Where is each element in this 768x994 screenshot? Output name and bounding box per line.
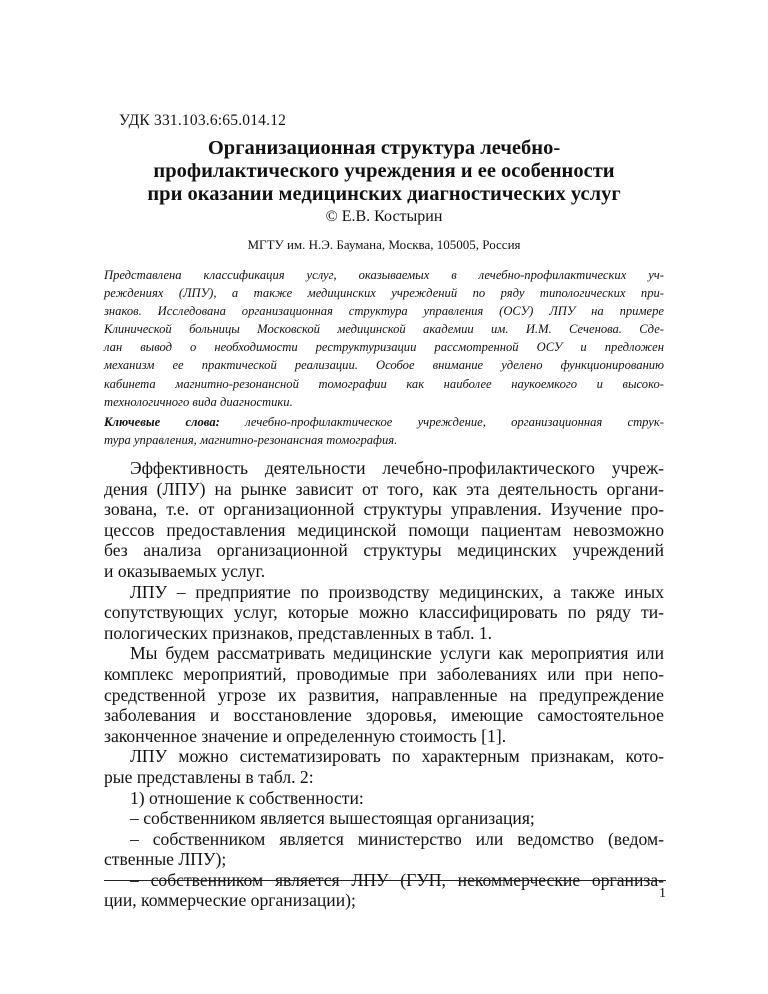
body-line: зована, т.е. от организационной структуры управления. Изучение про- xyxy=(104,499,664,520)
body-line: дения (ЛПУ) на рынке зависит от того, как эта деятельность органи- xyxy=(104,478,664,499)
body-line: средственной угрозе их развития, направленные на предупреждение xyxy=(104,684,664,705)
abstract-line: знаков. Исследована организационная структура управления (ОСУ) ЛПУ на примере xyxy=(104,304,664,319)
body-line: законченное значение и определенную стоимость [1]. xyxy=(104,725,507,746)
title-line: Организационная структура лечебно- xyxy=(207,137,561,159)
keywords-text: лечебно-профилактическое учреждение, организационная струк- xyxy=(245,415,664,429)
body-line: 1) отношение к собственности: xyxy=(130,787,364,808)
body-line: цессов предоставления медицинской помощи пациентам невозможно xyxy=(104,519,664,540)
udc-code: УДК 331.103.6:65.014.12 xyxy=(119,112,287,129)
abstract-line: механизм ее практической реализации. Особое внимание уделено функционированию xyxy=(104,358,664,373)
body-line: рые представлены в табл. 2: xyxy=(104,766,314,787)
abstract-line: Клинической больницы Московской медицинской академии им. И.М. Сеченова. Сде- xyxy=(104,322,664,337)
keywords-label: Ключевые слова: xyxy=(104,415,220,429)
body-line: комплекс мероприятий, проводимые при заболеваниях или при непо- xyxy=(104,663,664,684)
abstract-line: лан вывод о необходимости реструктуризации рассмотренной ОСУ и предложен xyxy=(104,340,664,355)
body-line: ственные ЛПУ); xyxy=(104,849,227,870)
abstract-line: технологичного вида диагностики. xyxy=(104,394,293,409)
author: © Е.В. Костырин xyxy=(325,208,443,225)
abstract xyxy=(104,266,664,411)
article-title xyxy=(100,137,668,206)
body-line: ции, коммерческие организации); xyxy=(104,890,356,911)
body-line: заболевания и восстановление здоровья, имеющие самостоятельное xyxy=(104,705,664,726)
keywords-line: тура управления, магнитно-резонансная томография. xyxy=(104,433,398,448)
body-line: Эффективность деятельности лечебно-профилактического учреж- xyxy=(130,458,664,478)
body-line: – собственником является министерство или ведомство (ведом- xyxy=(130,828,664,849)
title-line: при оказании медицинских диагностических услуг xyxy=(147,183,621,205)
abstract-line: реждениях (ЛПУ), а также медицинских учреждений по ряду типологических при- xyxy=(104,286,664,301)
body-text xyxy=(104,458,664,911)
body-line: ЛПУ – предприятие по производству медицинских, а также иных xyxy=(130,581,664,602)
body-line: сопутствующих услуг, которые можно классифицировать по ряду ти- xyxy=(104,602,664,623)
abstract-line: кабинета магнитно-резонансной томографии как наиболее наукоемкого и высоко- xyxy=(104,376,664,391)
abstract-line: Представлена классификация услуг, оказываемых в лечебно-профилактических уч- xyxy=(104,268,664,282)
body-line: ЛПУ можно систематизировать по характерным признакам, кото- xyxy=(130,746,664,767)
page-number: 1 xyxy=(659,886,666,901)
keywords-line xyxy=(104,413,664,431)
affiliation: МГТУ им. Н.Э. Баумана, Москва, 105005, Россия xyxy=(247,237,521,252)
keywords xyxy=(104,413,664,449)
body-line: пологических признаков, представленных в табл. 1. xyxy=(104,622,493,643)
body-line: – собственником является вышестоящая организация; xyxy=(130,808,535,829)
title-line: профилактического учреждения и ее особенности xyxy=(153,160,615,182)
body-line: – собственником является ЛПУ (ГУП, некоммерческие организа- xyxy=(130,869,664,890)
footer-rule xyxy=(104,880,666,881)
body-line: Мы будем рассматривать медицинские услуги как мероприятия или xyxy=(130,643,664,664)
body-line: без анализа организационной структуры медицинских учреждений xyxy=(104,540,664,561)
body-line: и оказываемых услуг. xyxy=(104,560,266,581)
